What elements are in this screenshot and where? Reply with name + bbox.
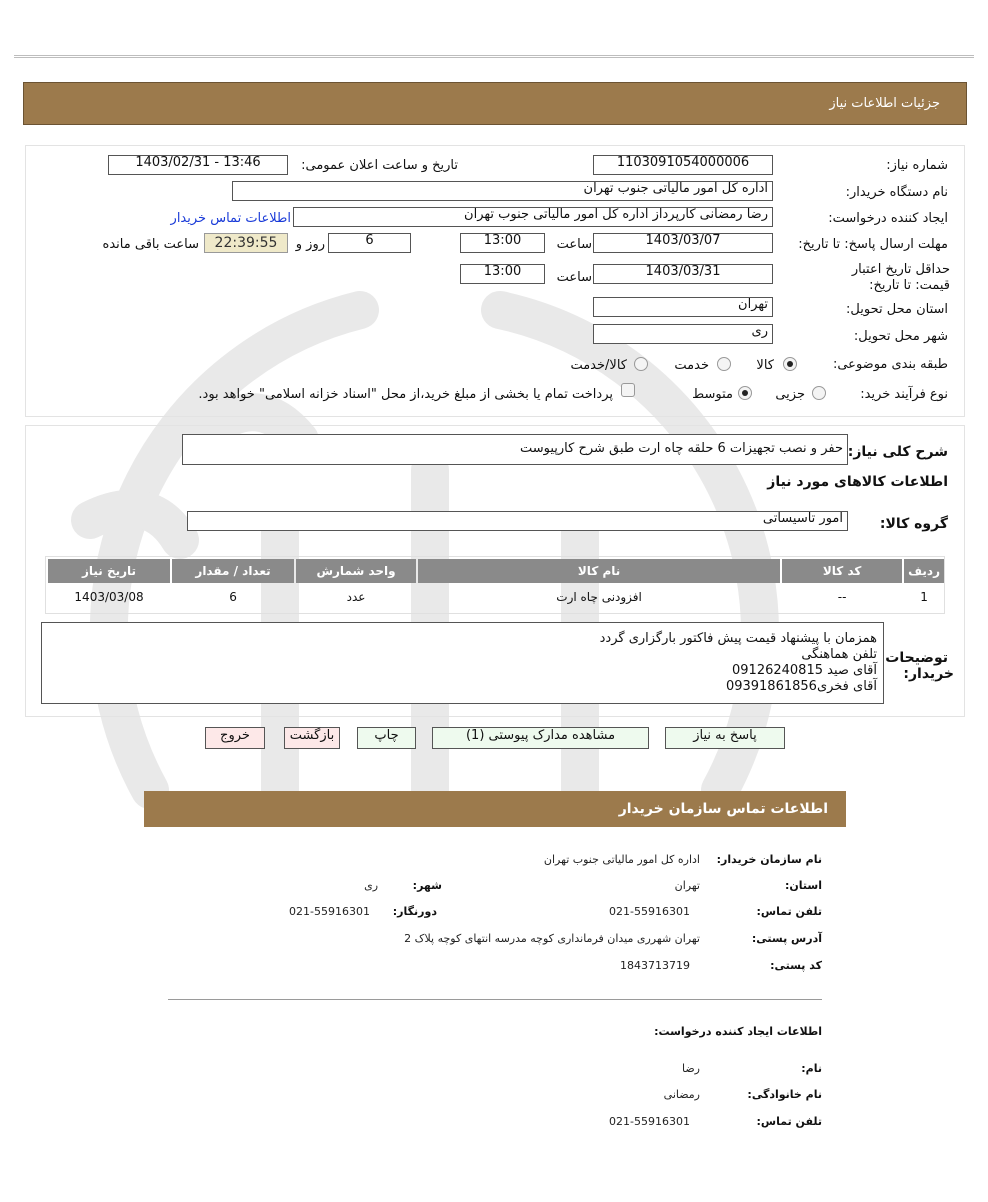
col-quantity: تعداد / مقدار — [172, 559, 294, 583]
note-line: همزمان با پیشنهاد قیمت پیش فاکتور بارگزاری گردد — [599, 631, 877, 646]
city-label: شهر محل تحویل: — [853, 329, 948, 344]
contact-address-label: آدرس پستی: — [751, 932, 822, 945]
category-goods-label: کالا — [756, 358, 774, 373]
reply-button[interactable]: پاسخ به نیاز — [665, 727, 785, 749]
exit-button[interactable]: خروج — [205, 727, 265, 749]
remaining-time: 22:39:55 — [204, 233, 288, 253]
days-field[interactable]: 6 — [328, 233, 411, 253]
contact-postal-value: 1843713719 — [620, 959, 690, 972]
contact-province-label: استان: — [785, 879, 822, 892]
category-both-radio[interactable] — [634, 357, 648, 371]
goods-table-header — [48, 559, 944, 583]
deadline-label: مهلت ارسال پاسخ: تا تاریخ: — [798, 237, 948, 252]
col-need-date: تاریخ نیاز — [48, 559, 170, 583]
buyer-contact-header — [144, 791, 846, 827]
process-medium-label: متوسط — [692, 387, 733, 402]
creator-field[interactable]: رضا رمضانی کارپرداز اداره کل امور مالیاتی جنوب تهران — [293, 207, 773, 227]
category-service-radio[interactable] — [717, 357, 731, 371]
creator-name-label: نام: — [801, 1062, 822, 1075]
contact-fax-value: 021-55916301 — [289, 905, 370, 918]
top-divider — [14, 55, 974, 58]
page-header — [23, 82, 967, 125]
buyer-notes-label-2: خریدار: — [903, 666, 954, 682]
contact-phone-label: تلفن تماس: — [756, 905, 822, 918]
creator-phone-value: 021-55916301 — [609, 1115, 690, 1128]
validity-label: حداقل تاریخ اعتبار قیمت: تا تاریخ: — [851, 262, 950, 293]
days-label: روز و — [295, 237, 325, 252]
contact-phone-value: 021-55916301 — [609, 905, 690, 918]
announce-date-field[interactable]: 1403/02/31 - 13:46 — [108, 155, 288, 175]
view-documents-button[interactable]: مشاهده مدارک پیوستی (1) — [432, 727, 649, 749]
province-label: استان محل تحویل: — [846, 302, 948, 317]
validity-time-field[interactable]: 13:00 — [460, 264, 545, 284]
org-name-value: اداره کل امور مالیاتی جنوب تهران — [543, 853, 700, 866]
city-field[interactable]: ری — [593, 324, 773, 344]
cell-row-number: 1 — [920, 590, 928, 604]
deadline-time-label: ساعت — [556, 237, 592, 252]
goods-info-title: اطلاعات کالاهای مورد نیاز — [767, 474, 948, 490]
buyer-contact-link[interactable]: اطلاعات تماس خریدار — [170, 211, 291, 226]
validity-time-label: ساعت — [556, 270, 592, 285]
goods-group-label: گروه کالا: — [879, 516, 948, 532]
contact-address-value: تهران شهرری میدان فرمانداری کوچه مدرسه انتهای کوچه پلاک 2 — [404, 932, 700, 945]
summary-label: شرح کلی نیاز: — [847, 444, 948, 460]
creator-phone-label: تلفن تماس: — [756, 1115, 822, 1128]
need-number-label: شماره نیاز: — [886, 158, 948, 173]
creator-family-label: نام خانوادگی: — [747, 1088, 822, 1101]
need-number-field[interactable]: 1103091054000006 — [593, 155, 773, 175]
category-goods-radio[interactable] — [783, 357, 797, 371]
note-line: تلفن هماهنگی — [801, 647, 877, 662]
contact-city-value: ری — [364, 879, 378, 892]
treasury-payment-note: پرداخت تمام یا بخشی از مبلغ خرید،از محل "اسناد خزانه اسلامی" خواهد بود. — [198, 387, 613, 402]
contact-province-value: تهران — [674, 879, 700, 892]
remaining-label: ساعت باقی مانده — [102, 237, 199, 252]
process-medium-radio[interactable] — [738, 386, 752, 400]
category-service-label: خدمت — [674, 358, 709, 373]
note-line: آقای صید 09126240815 — [732, 663, 877, 678]
buyer-org-label: نام دستگاه خریدار: — [845, 185, 948, 200]
buyer-notes-label-1: توضیحات — [885, 650, 948, 666]
goods-table-wrap — [45, 556, 945, 614]
page-title: جزئیات اطلاعات نیاز — [829, 96, 940, 111]
process-minor-radio[interactable] — [812, 386, 826, 400]
col-row-number: ردیف — [904, 559, 944, 583]
treasury-payment-checkbox[interactable] — [621, 383, 635, 397]
note-line: آقای فخری09391861856 — [725, 679, 877, 694]
summary-field[interactable]: حفر و نصب تجهیزات 6 حلقه چاه ارت طبق شرح کارپیوست — [182, 434, 848, 465]
cell-goods-name: افزودنی چاه ارت — [556, 590, 642, 604]
org-name-label: نام سازمان خریدار: — [716, 853, 822, 866]
validity-date-field[interactable]: 1403/03/31 — [593, 264, 773, 284]
cell-goods-code: -- — [837, 590, 847, 604]
buyer-org-field[interactable]: اداره کل امور مالیاتی جنوب تهران — [232, 181, 773, 201]
province-field[interactable]: تهران — [593, 297, 773, 317]
print-button[interactable]: چاپ — [357, 727, 416, 749]
cell-need-date: 1403/03/08 — [74, 590, 144, 604]
cell-quantity: 6 — [229, 590, 237, 604]
back-button[interactable]: بازگشت — [284, 727, 340, 749]
contact-city-label: شهر: — [412, 879, 442, 892]
cell-unit: عدد — [346, 590, 366, 604]
buyer-contact-title: اطلاعات تماس سازمان خریدار — [618, 801, 828, 817]
process-minor-label: جزیی — [775, 387, 805, 402]
creator-info-title: اطلاعات ایجاد کننده درخواست: — [654, 1025, 822, 1038]
col-goods-name: نام کالا — [418, 559, 780, 583]
col-goods-code: کد کالا — [782, 559, 902, 583]
deadline-time-field[interactable]: 13:00 — [460, 233, 545, 253]
process-label: نوع فرآیند خرید: — [860, 387, 948, 402]
goods-group-field[interactable]: امور تاسیساتی — [187, 511, 848, 531]
deadline-date-field[interactable]: 1403/03/07 — [593, 233, 773, 253]
creator-family-value: رمضانی — [663, 1088, 700, 1101]
col-unit: واحد شمارش — [296, 559, 416, 583]
table-row — [48, 585, 944, 609]
creator-label: ایجاد کننده درخواست: — [828, 211, 948, 226]
contact-postal-label: کد پستی: — [770, 959, 822, 972]
announce-date-label: تاریخ و ساعت اعلان عمومی: — [301, 158, 458, 173]
contact-divider — [168, 999, 822, 1000]
category-both-label: کالا/خدمت — [570, 358, 627, 373]
contact-fax-label: دورنگار: — [392, 905, 437, 918]
goods-table — [46, 557, 946, 611]
creator-name-value: رضا — [681, 1062, 700, 1075]
category-label: طبقه بندی موضوعی: — [832, 357, 948, 372]
buyer-notes-box — [41, 622, 884, 704]
